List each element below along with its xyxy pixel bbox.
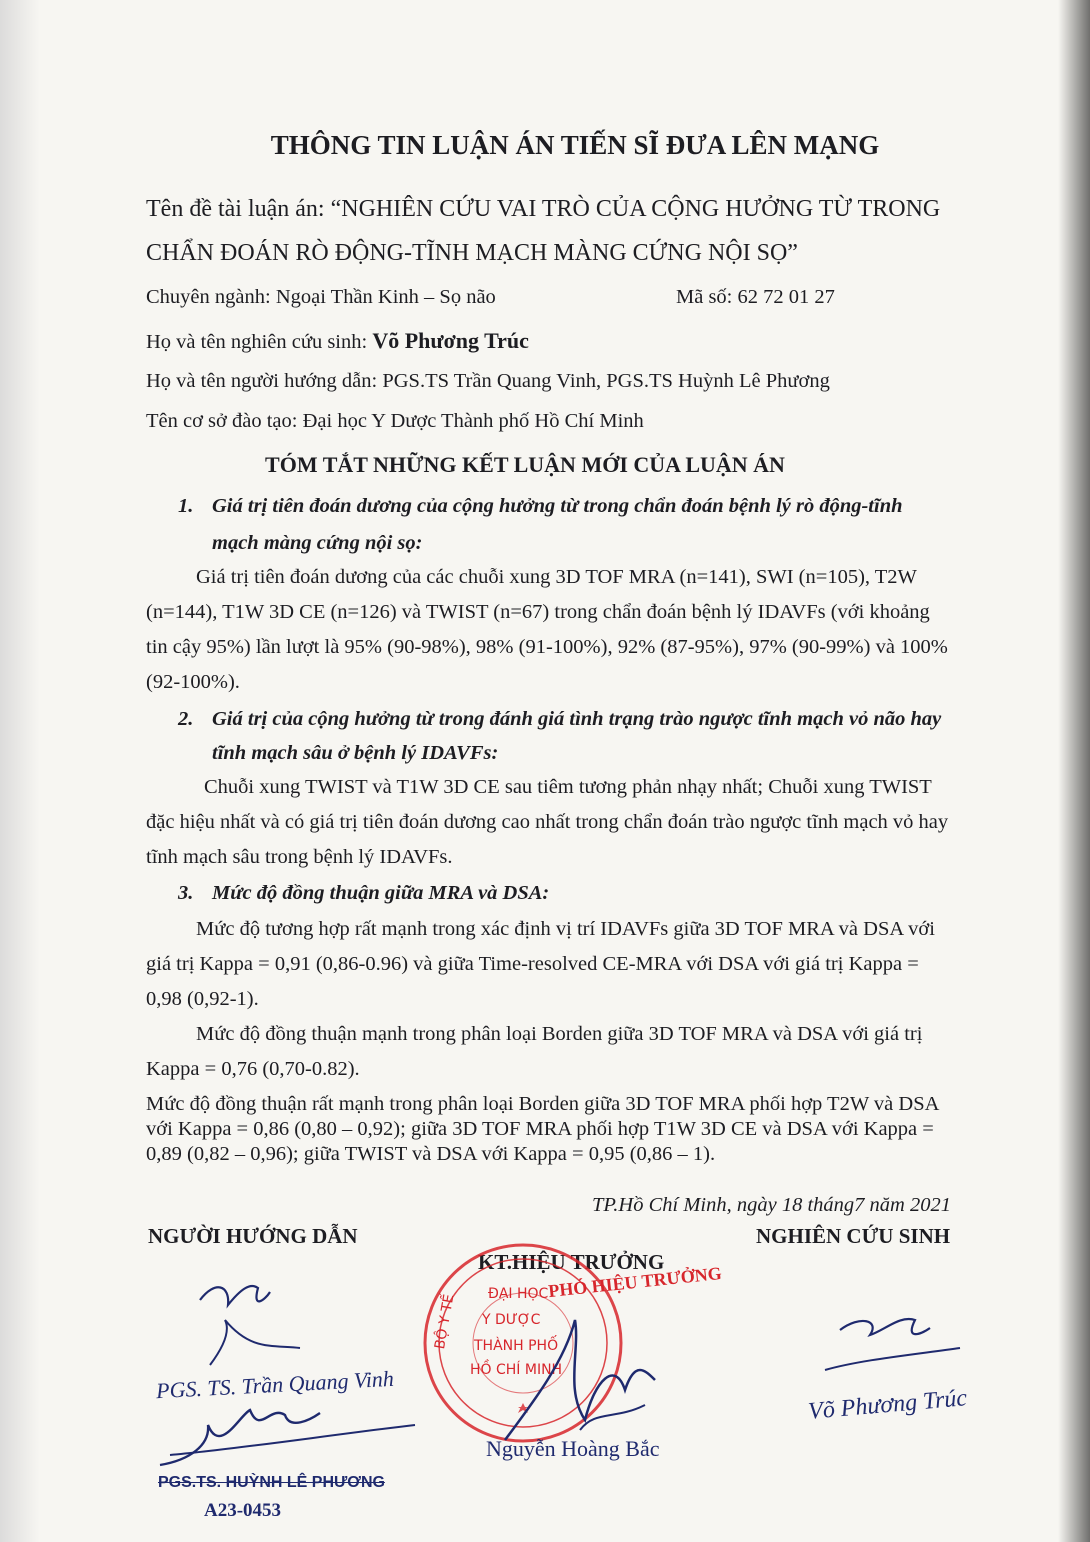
section-2-heading-line-1: Giá trị của cộng hưởng từ trong đánh giá tình trạng trào ngược tĩnh mạch vỏ não hay	[212, 708, 942, 730]
major-label: Chuyên ngành: Ngoại Thần Kinh – Sọ não	[146, 286, 496, 308]
student-signature	[820, 1300, 970, 1390]
section-3-text-7: với Kappa = 0,86 (0,80 – 0,92); giữa 3D TOF MRA phối hợp T1W 3D CE và DSA với Kappa =	[146, 1118, 934, 1140]
section-3-number: 3.	[178, 882, 194, 904]
advisor-heading: NGƯỜI HƯỚNG DẪN	[148, 1224, 358, 1248]
signing-date: TP.Hồ Chí Minh, ngày 18 tháng7 năm 2021	[592, 1194, 951, 1216]
student-line	[146, 328, 529, 354]
section-2-text-1: Chuỗi xung TWIST và T1W 3D CE sau tiêm tương phản nhạy nhất; Chuỗi xung TWIST	[204, 776, 932, 798]
section-2-text-3: tĩnh mạch sâu trong bệnh lý IDAVFs.	[146, 846, 453, 868]
rector-signature	[495, 1300, 675, 1450]
rector-name: Nguyễn Hoàng Bắc	[486, 1436, 660, 1461]
section-1-text-3: tin cậy 95%) lần lượt là 95% (90-98%), 98% (91-100%), 92% (87-95%), 97% (90-99%) và 100%	[146, 636, 948, 658]
student-name-handwritten: Võ Phương Trúc	[807, 1385, 969, 1425]
institution-line: Tên cơ sở đào tạo: Đại học Y Dược Thành phố Hồ Chí Minh	[146, 410, 644, 432]
document-title: THÔNG TIN LUẬN ÁN TIẾN SĨ ĐƯA LÊN MẠNG	[270, 130, 880, 160]
section-1-text-4: (92-100%).	[146, 671, 240, 693]
svg-text:BỘ Y TẾ: BỘ Y TẾ	[432, 1293, 458, 1351]
advisors-line: Họ và tên người hướng dẫn: PGS.TS Trần Quang Vinh, PGS.TS Huỳnh Lê Phương	[146, 370, 830, 392]
topic-line-1: Tên đề tài luận án: “NGHIÊN CỨU VAI TRÒ CỦA CỘNG HƯỞNG TỪ TRONG	[146, 196, 941, 222]
topic-line-2: CHẨN ĐOÁN RÒ ĐỘNG-TĨNH MẠCH MÀNG CỨNG NỘI SỌ”	[146, 240, 798, 266]
section-3-text-2: giá trị Kappa = 0,91 (0,86-0.96) và giữa Time-resolved CE-MRA với DSA với giá trị Kappa =	[146, 953, 919, 975]
advisor-2-code: A23-0453	[204, 1500, 282, 1521]
scan-left-edge	[0, 0, 40, 1542]
section-1-number: 1.	[178, 495, 194, 517]
svg-text:Y DƯỢC: Y DƯỢC	[482, 1312, 541, 1328]
section-3-heading: Mức độ đồng thuận giữa MRA và DSA:	[212, 882, 550, 904]
advisor-2-signature	[150, 1395, 450, 1485]
summary-heading: TÓM TẮT NHỮNG KẾT LUẬN MỚI CỦA LUẬN ÁN	[265, 452, 785, 477]
section-3-text-5: Kappa = 0,76 (0,70-0.82).	[146, 1058, 360, 1080]
section-2-text-2: đặc hiệu nhất và có giá trị tiên đoán dương cao nhất trong chẩn đoán trào ngược tĩnh mạch vỏ hay	[146, 811, 949, 833]
code-label: Mã số: 62 72 01 27	[676, 286, 835, 308]
vice-rector-title: PHÓ HIỆU TRƯỞNG	[547, 1262, 723, 1302]
rector-heading: KT.HIỆU TRƯỞNG	[478, 1250, 665, 1274]
student-heading: NGHIÊN CỨU SINH	[756, 1224, 951, 1248]
section-1-text-2: (n=144), T1W 3D CE (n=126) và TWIST (n=67) trong chẩn đoán bệnh lý IDAVFs (với khoảng	[146, 601, 930, 623]
svg-text:THÀNH PHỐ: THÀNH PHỐ	[474, 1338, 559, 1354]
section-3-text-3: 0,98 (0,92-1).	[146, 988, 259, 1010]
svg-text:ĐẠI HỌC: ĐẠI HỌC	[488, 1286, 549, 1302]
section-3-text-6: Mức độ đồng thuận rất mạnh trong phân loại Borden giữa 3D TOF MRA phối hợp T2W và DSA	[146, 1093, 940, 1115]
advisor-1-signature	[170, 1270, 470, 1370]
section-2-heading-line-2: tĩnh mạch sâu ở bệnh lý IDAVFs:	[212, 742, 499, 764]
student-name: Võ Phương Trúc	[372, 328, 529, 353]
section-3-text-4: Mức độ đồng thuận mạnh trong phân loại Borden giữa 3D TOF MRA và DSA với giá trị	[196, 1023, 923, 1045]
section-2-number: 2.	[178, 708, 194, 730]
section-1-heading-line-2: mạch màng cứng nội sọ:	[212, 532, 423, 554]
svg-text:HỒ CHÍ MINH: HỒ CHÍ MINH	[470, 1362, 563, 1378]
advisor-2-name-stamp: PGS.TS. HUỲNH LÊ PHƯƠNG	[158, 1474, 385, 1491]
section-3-text-8: 0,89 (0,82 – 0,96); giữa TWIST và DSA với Kappa = 0,95 (0,86 – 1).	[146, 1143, 716, 1165]
section-1-heading-line-1: Giá trị tiên đoán dương của cộng hưởng từ trong chẩn đoán bệnh lý rò động-tĩnh	[212, 495, 903, 517]
section-1-text-1: Giá trị tiên đoán dương của các chuỗi xung 3D TOF MRA (n=141), SWI (n=105), T2W	[196, 566, 917, 588]
advisor-1-name-handwritten: PGS. TS. Trần Quang Vinh	[155, 1365, 395, 1404]
student-label: Họ và tên nghiên cứu sinh:	[146, 331, 373, 353]
section-3-text-1: Mức độ tương hợp rất mạnh trong xác định vị trí IDAVFs giữa 3D TOF MRA và DSA với	[196, 918, 935, 940]
scan-right-edge	[1058, 0, 1090, 1542]
